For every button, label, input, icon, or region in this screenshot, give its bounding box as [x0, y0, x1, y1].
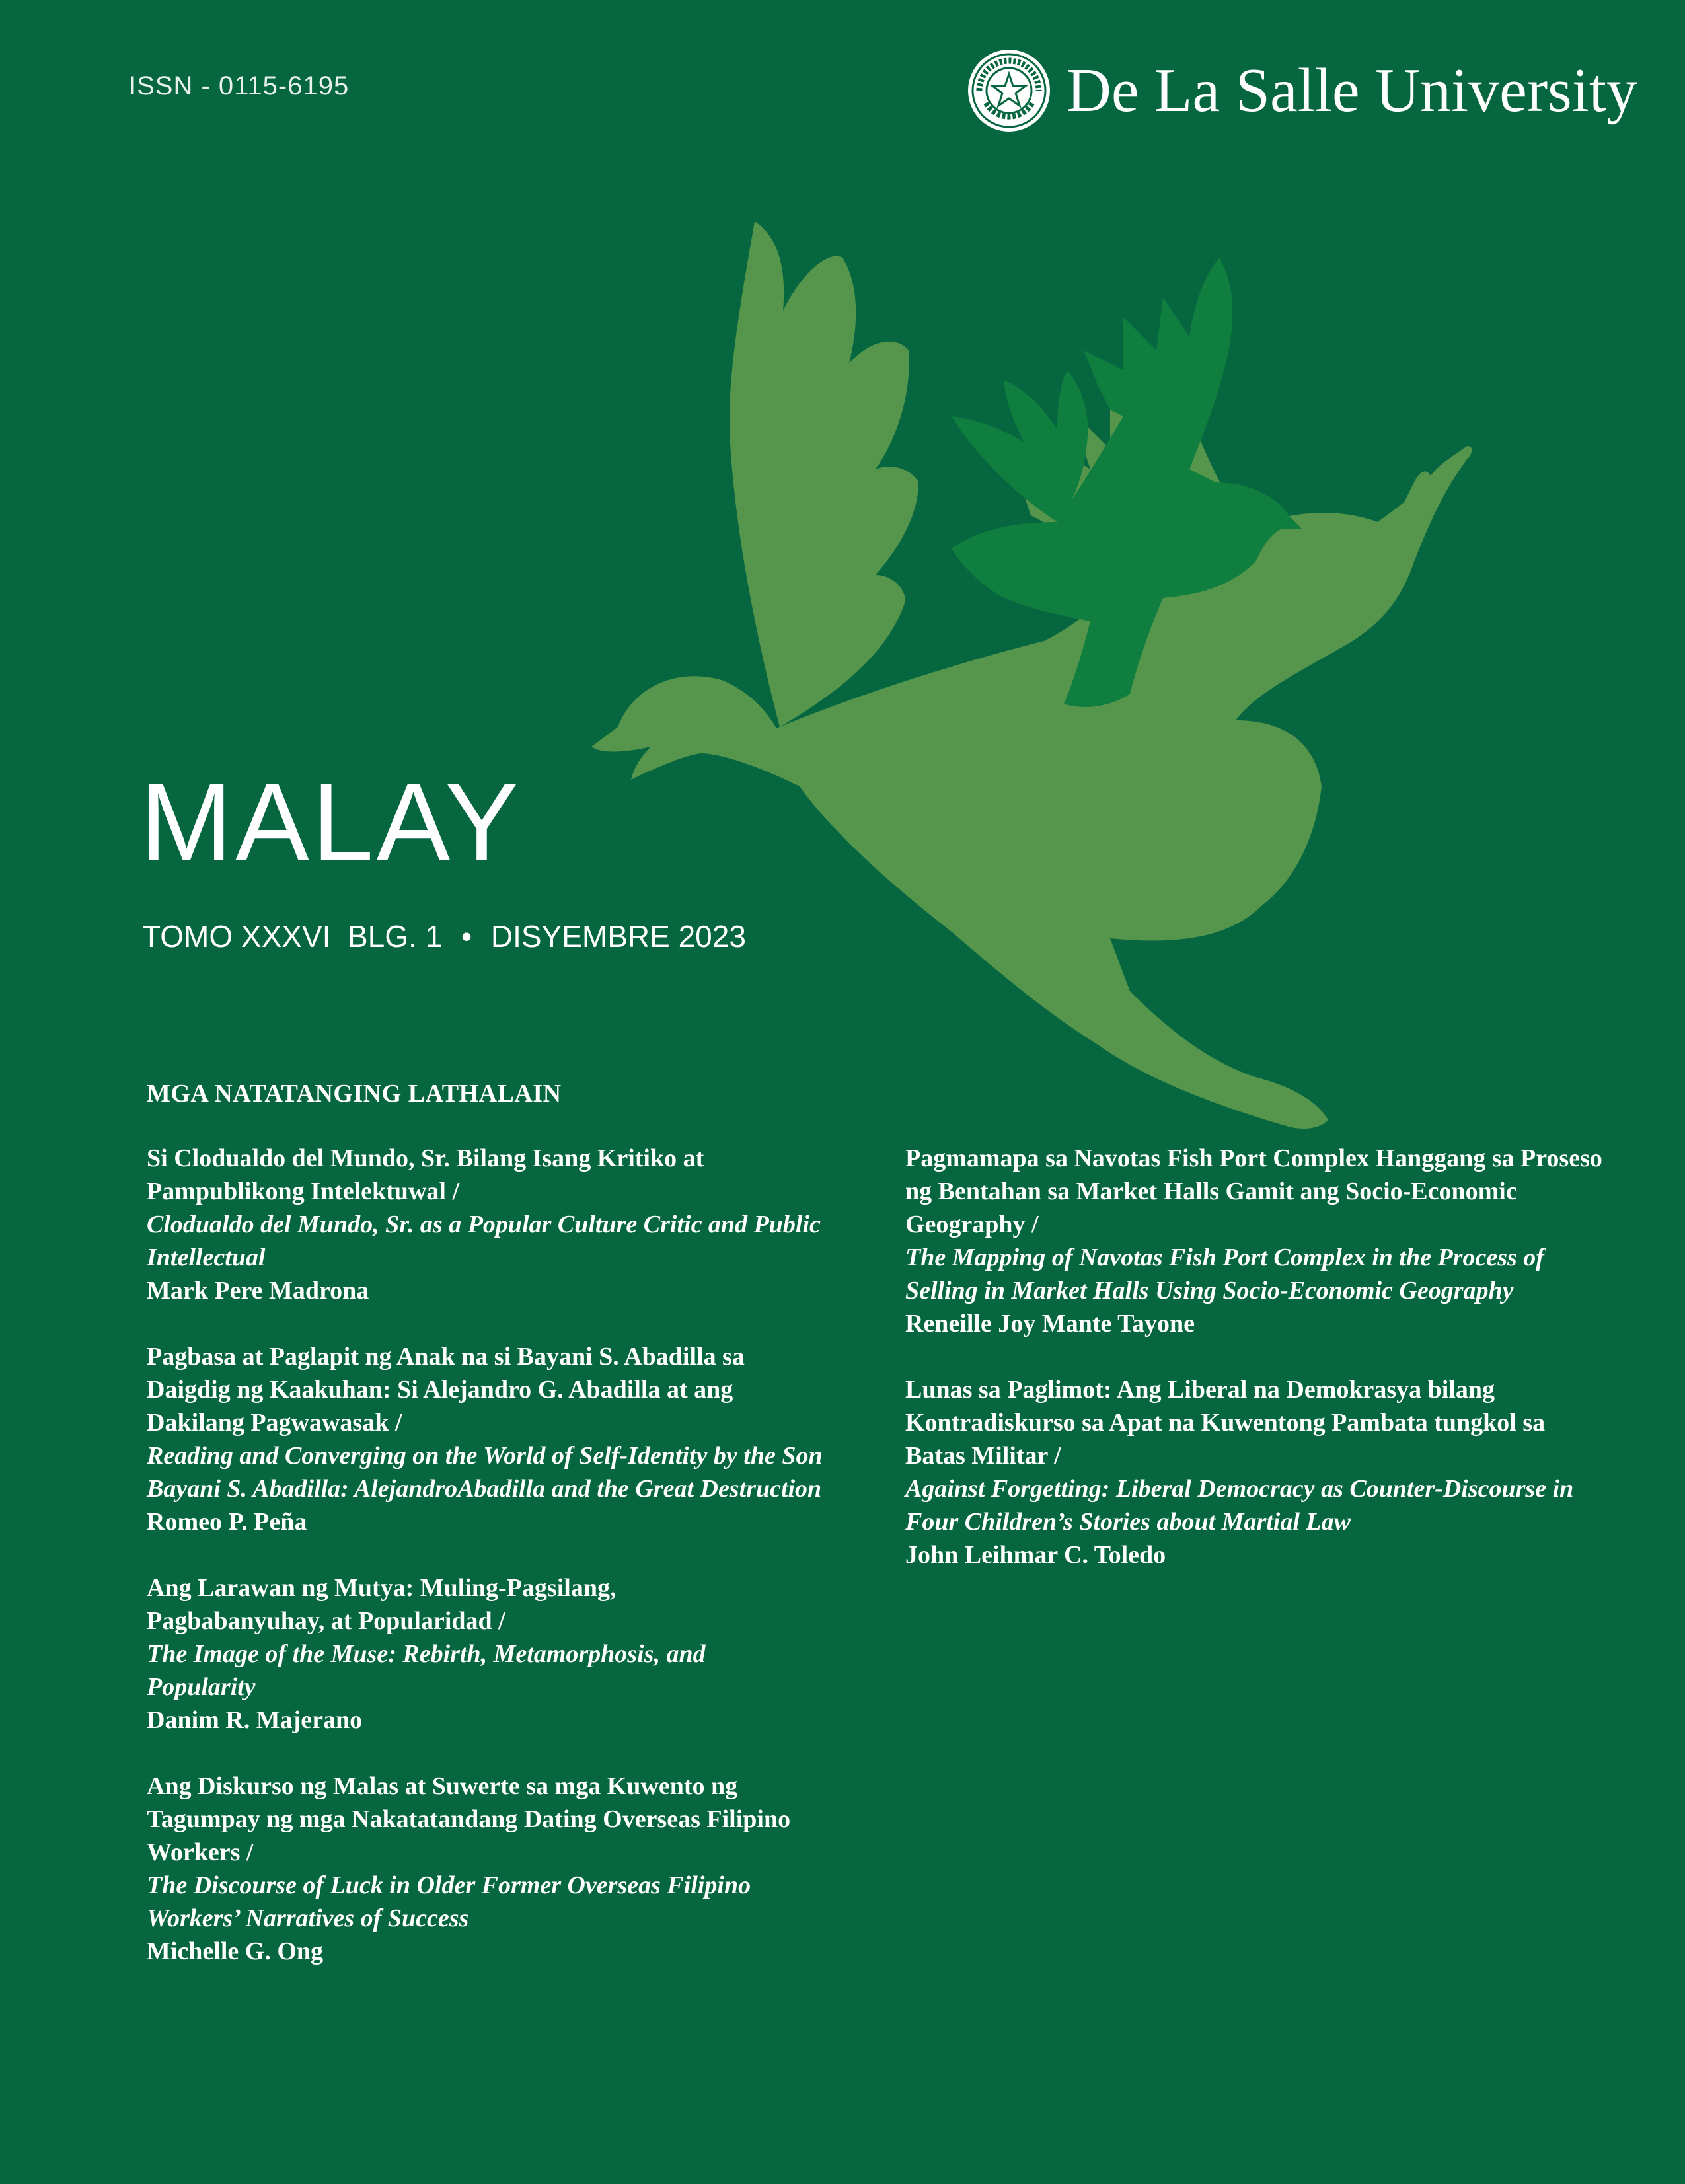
journal-title: MALAY: [140, 760, 522, 884]
publisher-name: De La Salle University: [1066, 56, 1637, 125]
article-entry: [905, 1373, 1606, 1571]
article-entry: [147, 1142, 834, 1307]
article-title-english: The Image of the Muse: Rebirth, Metamorphosis, and Popularity: [147, 1640, 706, 1701]
issue-separator: •: [461, 919, 472, 954]
issue-volume: TOMO XXXVI BLG. 1: [142, 919, 443, 954]
issn-number: ISSN - 0115-6195: [129, 71, 350, 100]
section-heading: MGA NATATANGING LATHALAIN: [147, 1080, 562, 1108]
article-title-english: The Mapping of Navotas Fish Port Complex in the Process of Selling in Market Halls Using Socio-Economic Geography: [905, 1244, 1544, 1304]
university-seal-icon: [966, 48, 1052, 133]
article-title-filipino: Ang Diskurso ng Malas at Suwerte sa mga Kuwento ng Tagumpay ng mga Nakatatandang Dating Overseas Filipino Workers /: [147, 1772, 791, 1866]
article-author: Michelle G. Ong: [147, 1938, 324, 1965]
article-title-filipino: Si Clodualdo del Mundo, Sr. Bilang Isang Kritiko at Pampublikong Intelektuwal /: [147, 1145, 704, 1205]
article-author: Reneille Joy Mante Tayone: [905, 1310, 1195, 1337]
article-author: Danim R. Majerano: [147, 1706, 363, 1734]
article-title-filipino: Ang Larawan ng Mutya: Muling-Pagsilang, Pagbabanyuhay, at Popularidad /: [147, 1574, 617, 1635]
article-author: John Leihmar C. Toledo: [905, 1541, 1166, 1569]
article-entry: [147, 1571, 728, 1737]
publisher-brand: [966, 48, 1637, 133]
doves-illustration-icon: [581, 218, 1540, 1183]
article-entry: [147, 1340, 834, 1538]
article-title-english: Reading and Converging on the World of Self-Identity by the Son Bayani S. Abadilla: AlejandroAbadilla and the Great Destruction: [147, 1442, 823, 1503]
dove-large-icon: [591, 221, 1472, 1129]
articles-left-column: [147, 1077, 834, 2001]
article-author: Romeo P. Peña: [147, 1508, 307, 1536]
issue-line: [142, 919, 746, 954]
article-title-filipino: Lunas sa Paglimot: Ang Liberal na Demokrasya bilang Kontradiskurso sa Apat na Kuwentong Pambata tungkol sa Batas Militar /: [905, 1376, 1546, 1470]
article-entry: [147, 1770, 834, 1968]
articles-right-column: [905, 1142, 1606, 1604]
article-entry: [905, 1142, 1606, 1340]
article-title-filipino: Pagmamapa sa Navotas Fish Port Complex Hanggang sa Proseso ng Bentahan sa Market Halls Gamit ang Socio-Economic Geography /: [905, 1145, 1602, 1238]
article-title-english: Against Forgetting: Liberal Democracy as Counter-Discourse in Four Children’s Stories about Martial Law: [905, 1475, 1574, 1536]
issue-date: DISYEMBRE 2023: [490, 919, 746, 954]
article-author: Mark Pere Madrona: [147, 1277, 369, 1304]
article-title-english: Clodualdo del Mundo, Sr. as a Popular Culture Critic and Public Intellectual: [147, 1211, 821, 1271]
article-title-english: The Discourse of Luck in Older Former Overseas Filipino Workers’ Narratives of Success: [147, 1871, 751, 1932]
article-title-filipino: Pagbasa at Paglapit ng Anak na si Bayani S. Abadilla sa Daigdig ng Kaakuhan: Si Alejandro G. Abadilla at ang Dakilang Pagwawasak /: [147, 1343, 745, 1437]
